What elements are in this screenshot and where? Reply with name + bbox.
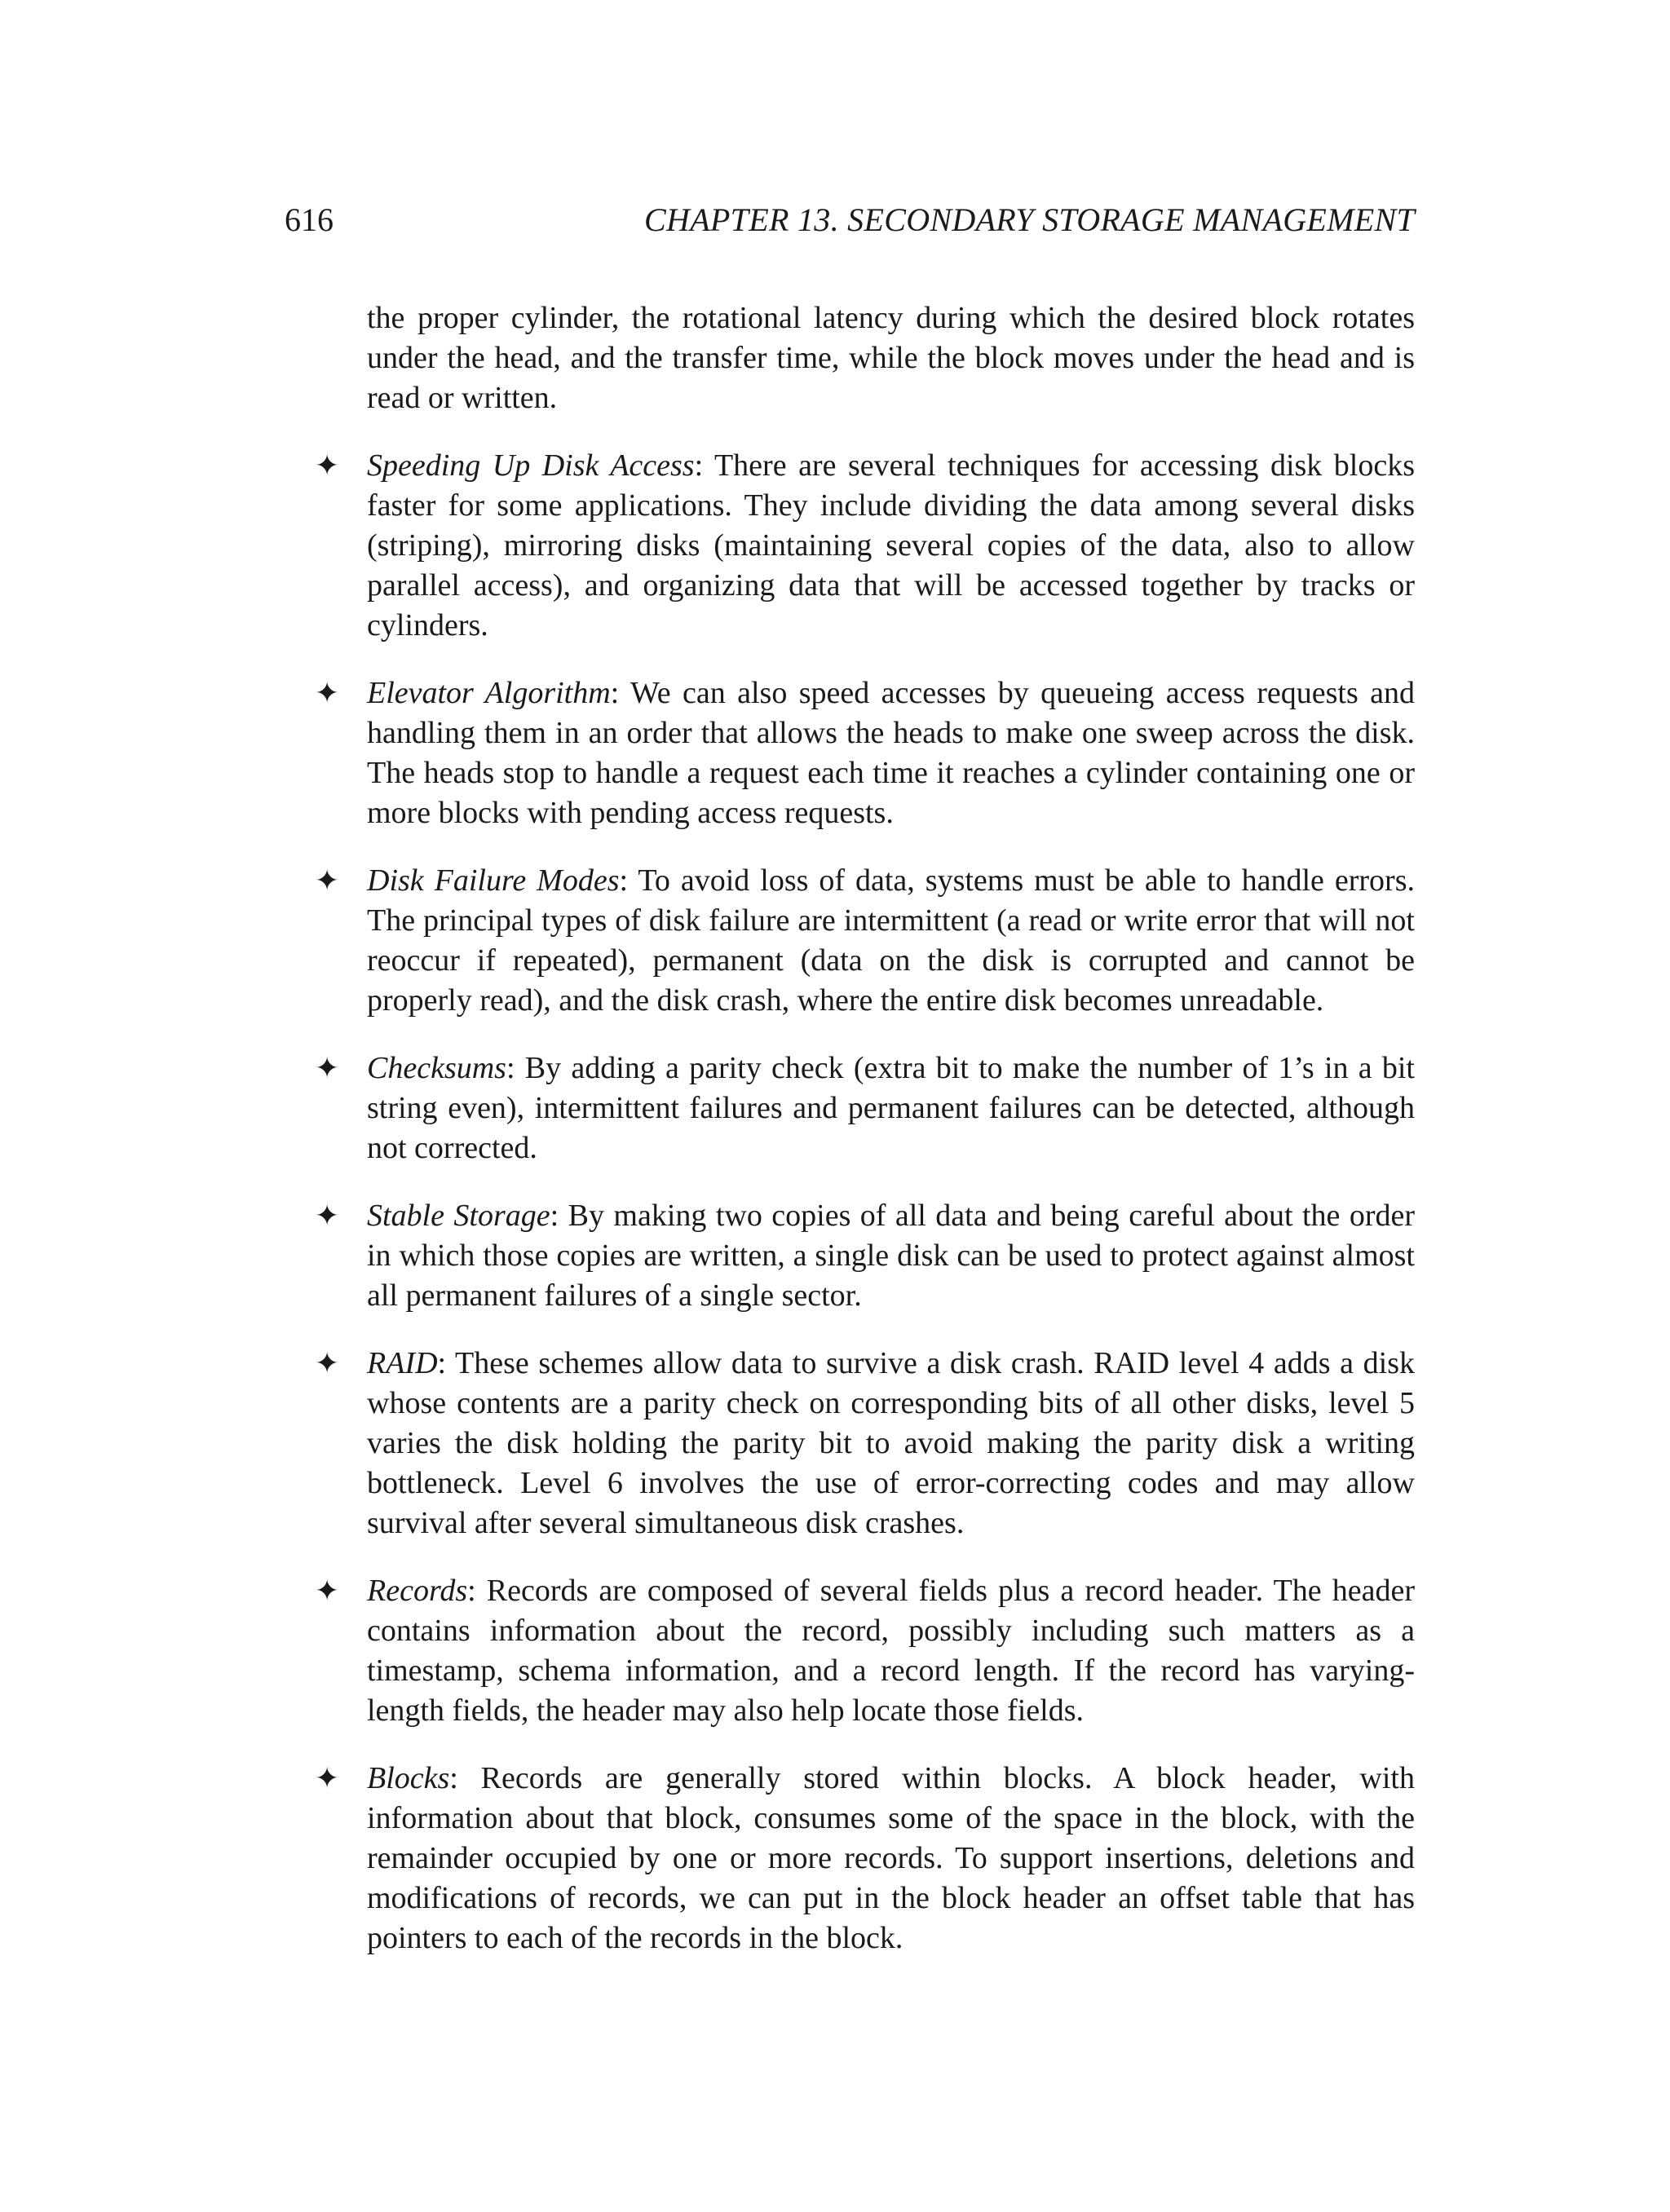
bullet-icon: ✦ (315, 449, 340, 483)
item-text: These schemes allow data to survive a disk crash. RAID level 4 adds a disk whose contents are a parity check on corresponding bits of all other disks, level 5 varies the disk holding the parity bit to avoid making the parity disk a writing bottleneck. Level 6 involves the use of error-correcting codes and may allow survival after several simultaneous disk crashes. (367, 1346, 1416, 1540)
summary-item-raid: ✦ RAID: These schemes allow data to survive a disk crash. RAID level 4 adds a disk whose contents are a parity check on corresponding bits of all other disks, level 5 varies the disk holding the parity bit to avoid making the parity disk a writing bottleneck. Level 6 involves the use of error-correcting codes and may allow survival after several simultaneous disk crashes. (367, 1344, 1415, 1543)
intro-paragraph: the proper cylinder, the rotational latency during which the desired block rotates under the head, and the transfer time, while the block moves under the head and is read or written. (367, 301, 1415, 415)
bullet-icon: ✦ (315, 1347, 340, 1380)
summary-item-stable-storage: ✦ Stable Storage: By making two copies of all data and being careful about the order in which those copies are written, a single disk can be used to protect against almost all permanent failures of a single sector. (367, 1196, 1415, 1316)
item-term: Blocks (367, 1761, 450, 1795)
bullet-icon: ✦ (315, 1052, 340, 1085)
item-text: There are several techniques for accessing disk blocks faster for some applications. They include dividing the data among several disks (striping), mirroring disks (maintaining several copies of the data, also to allow parallel access), and organizing data that will be accessed together by tracks or cylinders. (367, 448, 1415, 642)
running-head: CHAPTER 13. SECONDARY STORAGE MANAGEMENT (644, 201, 1415, 238)
item-text: We can also speed accesses by queueing access requests and handling them in an order that allows the heads to make one sweep across the disk. The heads stop to handle a request each time it reaches a cylinder containing one or more blocks with pending access requests. (367, 676, 1415, 830)
item-term: RAID (367, 1346, 438, 1380)
page-number: 616 (285, 201, 334, 238)
item-text: By adding a parity check (extra bit to make the number of 1’s in a bit string even), intermittent failures and permanent failures can be detected, although not corrected. (367, 1051, 1415, 1165)
item-term: Disk Failure Modes (367, 863, 620, 898)
item-term: Records (367, 1574, 468, 1608)
bullet-icon: ✦ (315, 1574, 340, 1608)
item-text: Records are composed of several fields plus a record header. The header contains information about the record, possibly including such matters as a timestamp, schema information, and a record length. If the record has varying-length fields, the header may also help locate those fields. (367, 1574, 1415, 1728)
bullet-icon: ✦ (315, 1199, 340, 1233)
item-text: To avoid loss of data, systems must be able to handle errors. The principal types of disk failure are intermittent (a read or write error that will not reoccur if repeated), permanent (data on the disk is corrupted and cannot be properly read), and the disk crash, where the entire disk becomes unreadable. (367, 863, 1415, 1018)
summary-item-records: ✦ Records: Records are composed of several fields plus a record header. The header contains information about the record, possibly including such matters as a timestamp, schema information, and a record length. If the record has varying-length fields, the header may also help locate those fields. (367, 1571, 1415, 1731)
summary-item-disk-failure-modes: ✦ Disk Failure Modes: To avoid loss of data, systems must be able to handle errors. The principal types of disk failure are intermittent (a read or write error that will not reoccur if repeated), permanent (data on the disk is corrupted and cannot be properly read), and the disk crash, where the entire disk becomes unreadable. (367, 861, 1415, 1021)
summary-item-speeding-up-disk-access: ✦ Speeding Up Disk Access: There are several techniques for accessing disk blocks faster for some applications. They include dividing the data among several disks (striping), mirroring disks (maintaining several copies of the data, also to allow parallel access), and organizing data that will be accessed together by tracks or cylinders. (367, 446, 1415, 646)
item-text: By making two copies of all data and being careful about the order in which those copies are written, a single disk can be used to protect against almost all permanent failures of a single sector. (367, 1199, 1415, 1313)
bullet-icon: ✦ (315, 677, 340, 710)
item-term: Checksums (367, 1051, 506, 1085)
bullet-icon: ✦ (315, 1762, 340, 1795)
item-text: Records are generally stored within blocks. A block header, with information about that block, consumes some of the space in the block, with the remainder occupied by one or more records. To support insertions, deletions and modifications of records, we can put in the block header an offset table that has pointers to each of the records in the block. (367, 1761, 1415, 1955)
page-header (0, 196, 1670, 245)
page-body (315, 298, 1416, 1986)
item-term: Elevator Algorithm (367, 676, 611, 710)
item-term: Stable Storage (367, 1199, 550, 1233)
summary-item-blocks: ✦ Blocks: Records are generally stored within blocks. A block header, with information about that block, consumes some of the space in the block, with the remainder occupied by one or more records. To support insertions, deletions and modifications of records, we can put in the block header an offset table that has pointers to each of the records in the block. (367, 1759, 1415, 1958)
item-term: Speeding Up Disk Access (367, 448, 695, 483)
summary-item-checksums: ✦ Checksums: By adding a parity check (extra bit to make the number of 1’s in a bit string even), intermittent failures and permanent failures can be detected, although not corrected. (367, 1049, 1415, 1168)
bullet-icon: ✦ (315, 864, 340, 898)
summary-item-elevator-algorithm: ✦ Elevator Algorithm: We can also speed accesses by queueing access requests and handling them in an order that allows the heads to make one sweep across the disk. The heads stop to handle a request each time it reaches a cylinder containing one or more blocks with pending access requests. (367, 673, 1415, 833)
